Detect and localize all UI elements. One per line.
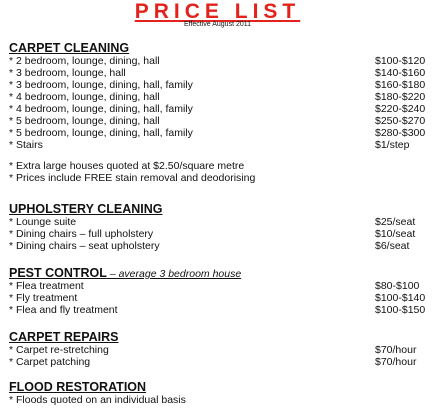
note-stain-removal: * Prices include FREE stain removal and deodorising xyxy=(9,172,256,184)
price-row xyxy=(9,228,427,240)
price-row xyxy=(9,55,427,67)
item-label: * 4 bedroom, lounge, dining, hall, family xyxy=(9,103,193,115)
item-price: $100-$150 xyxy=(375,304,426,316)
price-row xyxy=(9,127,427,139)
item-label: * 5 bedroom, lounge, dining, hall xyxy=(9,115,160,127)
price-row xyxy=(9,139,427,151)
item-label: * Lounge suite xyxy=(9,216,77,228)
item-price: $80-$100 xyxy=(375,280,420,292)
item-label: * Stairs xyxy=(9,139,43,151)
item-label: * Dining chairs – full upholstery xyxy=(9,228,154,240)
item-price: $25/seat xyxy=(375,216,416,228)
item-price: $10/seat xyxy=(375,228,416,240)
section-carpet-repairs xyxy=(9,330,427,368)
item-label: * Flea and fly treatment xyxy=(9,304,118,316)
section-heading: CARPET REPAIRS xyxy=(9,330,119,344)
item-price: $70/hour xyxy=(375,356,417,368)
item-label: * 3 bedroom, lounge, hall xyxy=(9,67,126,79)
section-subheading: – average 3 bedroom house xyxy=(106,268,242,280)
item-price: $220-$240 xyxy=(375,103,426,115)
item-label: * Dining chairs – seat upholstery xyxy=(9,240,160,252)
item-label: * 3 bedroom, lounge, dining, hall, family xyxy=(9,79,193,91)
section-heading-text: PEST CONTROL xyxy=(9,266,107,280)
item-label: * Flea treatment xyxy=(9,280,84,292)
section-heading xyxy=(9,266,427,280)
price-row xyxy=(9,356,427,368)
item-price: $180-$220 xyxy=(375,91,426,103)
section-flood-restoration xyxy=(9,380,427,406)
price-row xyxy=(9,91,427,103)
item-price: $1/step xyxy=(375,139,410,151)
section-upholstery-cleaning xyxy=(9,202,427,252)
effective-date: Effective August 2011 xyxy=(183,21,252,28)
price-row xyxy=(9,67,427,79)
item-price: $6/seat xyxy=(375,240,410,252)
item-price: $100-$140 xyxy=(375,292,426,304)
price-row xyxy=(9,292,427,304)
item-label: * Fly treatment xyxy=(9,292,78,304)
section-pest-control xyxy=(9,266,427,316)
price-row xyxy=(9,240,427,252)
item-price: $250-$270 xyxy=(375,115,426,127)
section-heading: FLOOD RESTORATION xyxy=(9,380,147,394)
price-row xyxy=(9,280,427,292)
item-label: * 4 bedroom, lounge, dining, hall xyxy=(9,91,160,103)
item-label: * Carpet patching xyxy=(9,356,91,368)
price-row xyxy=(9,79,427,91)
item-price: $100-$120 xyxy=(375,55,426,67)
item-price: $70/hour xyxy=(375,344,417,356)
item-label: * 2 bedroom, lounge, dining, hall xyxy=(9,55,160,67)
item-price: $140-$160 xyxy=(375,67,426,79)
section-heading: UPHOLSTERY CLEANING xyxy=(9,202,163,216)
section-carpet-cleaning xyxy=(9,41,427,184)
section-heading: CARPET CLEANING xyxy=(9,41,130,55)
item-label: * Carpet re-stretching xyxy=(9,344,109,356)
item-label: * 5 bedroom, lounge, dining, hall, family xyxy=(9,127,193,139)
price-row xyxy=(9,304,427,316)
item-price: $160-$180 xyxy=(375,79,426,91)
price-row xyxy=(9,344,427,356)
price-row xyxy=(9,216,427,228)
note-floods: * Floods quoted on an individual basis xyxy=(9,394,186,406)
price-row xyxy=(9,115,427,127)
price-row xyxy=(9,103,427,115)
page-title: PRICE LIST xyxy=(134,0,301,23)
note-large-houses: * Extra large houses quoted at $2.50/square metre xyxy=(9,160,245,172)
item-price: $280-$300 xyxy=(375,127,426,139)
